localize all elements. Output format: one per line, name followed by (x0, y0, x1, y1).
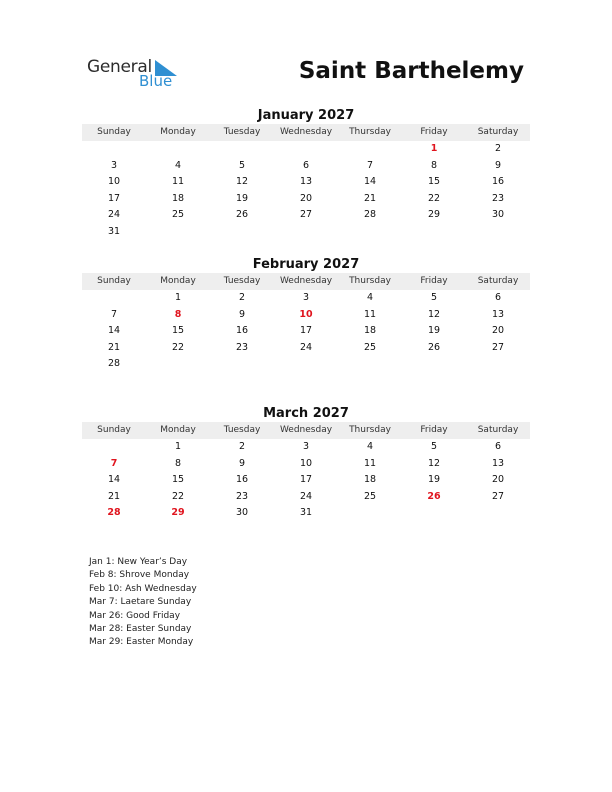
day-cell: 14 (363, 176, 377, 188)
weekday-label: Friday (420, 127, 448, 137)
weekday-label: Tuesday (223, 276, 261, 286)
day-cell: 7 (366, 159, 374, 171)
week-row (82, 323, 530, 340)
empty-day-cell (338, 356, 402, 373)
empty-day-cell (338, 224, 402, 241)
weekday-label: Monday (160, 276, 196, 286)
weekday-label: Tuesday (223, 127, 261, 137)
weekday-label: Wednesday (279, 127, 333, 137)
day-cell: 6 (302, 159, 310, 171)
weekday-label: Saturday (477, 425, 519, 435)
day-cell: 27 (299, 209, 313, 221)
day-cell: 10 (107, 176, 121, 188)
empty-day-cell (210, 356, 274, 373)
day-cell: 26 (235, 209, 249, 221)
week-row (82, 141, 530, 158)
day-cell: 19 (427, 474, 441, 486)
day-cell: 14 (107, 474, 121, 486)
day-cell: 6 (494, 441, 502, 452)
day-cell: 19 (427, 325, 441, 337)
week-row (82, 340, 530, 357)
empty-day-cell (146, 141, 210, 158)
day-cell: 18 (363, 474, 377, 486)
weekday-label: Sunday (97, 276, 131, 286)
week-row (82, 224, 530, 241)
day-cell: 20 (491, 474, 505, 486)
day-cell: 22 (171, 341, 185, 353)
week-row (82, 356, 530, 373)
day-cell: 23 (235, 490, 249, 502)
weekday-label: Wednesday (279, 276, 333, 286)
holiday-item: Feb 8: Shrove Monday (89, 570, 190, 581)
day-cell: 7 (110, 308, 118, 320)
week-row (82, 456, 530, 473)
day-cell: 15 (171, 325, 185, 337)
day-cell: 15 (427, 176, 441, 188)
holiday-item: Feb 10: Ash Wednesday (89, 583, 197, 594)
week-row (82, 207, 530, 224)
day-cell: 22 (427, 192, 441, 204)
day-cell: 11 (363, 457, 377, 469)
weekday-header (82, 422, 530, 439)
day-cell: 24 (107, 209, 121, 221)
empty-day-cell (82, 290, 146, 307)
day-cell: 23 (491, 192, 505, 204)
day-cell: 2 (494, 143, 502, 154)
day-cell: 1 (174, 292, 182, 303)
holiday-item: Mar 26: Good Friday (89, 610, 181, 621)
empty-day-cell (274, 224, 338, 241)
week-row (82, 307, 530, 324)
day-cell: 25 (363, 490, 377, 502)
day-cell: 10 (299, 308, 313, 320)
month-january (82, 107, 530, 241)
day-cell: 29 (427, 209, 441, 221)
day-cell: 16 (491, 176, 505, 188)
day-cell: 5 (430, 441, 438, 452)
week-row (82, 158, 530, 175)
weekday-label: Thursday (349, 276, 391, 286)
day-cell: 18 (171, 192, 185, 204)
day-cell: 3 (302, 441, 310, 452)
weekday-label: Friday (420, 425, 448, 435)
day-cell: 5 (238, 159, 246, 171)
day-cell: 20 (299, 192, 313, 204)
day-cell: 18 (363, 325, 377, 337)
day-cell: 16 (235, 474, 249, 486)
day-cell: 12 (235, 176, 249, 188)
day-cell: 3 (110, 159, 118, 171)
day-cell: 7 (110, 457, 118, 469)
day-cell: 6 (494, 292, 502, 303)
weekday-label: Tuesday (223, 425, 261, 435)
day-cell: 14 (107, 325, 121, 337)
day-cell: 28 (107, 358, 121, 370)
day-cell: 10 (299, 457, 313, 469)
empty-day-cell (466, 356, 530, 373)
day-cell: 22 (171, 490, 185, 502)
country-title: Saint Barthelemy (298, 58, 524, 84)
empty-day-cell (274, 141, 338, 158)
empty-day-cell (466, 505, 530, 522)
weekday-header (82, 273, 530, 290)
week-row (82, 489, 530, 506)
empty-day-cell (146, 224, 210, 241)
day-cell: 25 (171, 209, 185, 221)
logo-blue-text: Blue (139, 72, 173, 90)
day-cell: 9 (238, 308, 246, 320)
day-cell: 26 (427, 490, 441, 502)
day-cell: 17 (299, 325, 313, 337)
day-cell: 9 (238, 457, 246, 469)
weekday-label: Saturday (477, 276, 519, 286)
day-cell: 17 (107, 192, 121, 204)
holiday-list (89, 556, 197, 650)
day-cell: 3 (302, 292, 310, 303)
day-cell: 11 (171, 176, 185, 188)
day-cell: 29 (171, 507, 185, 519)
week-row (82, 191, 530, 208)
empty-day-cell (82, 141, 146, 158)
week-row (82, 439, 530, 456)
holiday-item: Mar 28: Easter Sunday (89, 624, 192, 635)
day-cell: 16 (235, 325, 249, 337)
day-cell: 5 (430, 292, 438, 303)
day-cell: 2 (238, 441, 246, 452)
month-title: January 2027 (257, 108, 355, 123)
day-cell: 13 (491, 308, 505, 320)
empty-day-cell (146, 356, 210, 373)
week-row (82, 290, 530, 307)
day-cell: 21 (107, 341, 121, 353)
day-cell: 21 (363, 192, 377, 204)
day-cell: 20 (491, 325, 505, 337)
day-cell: 26 (427, 341, 441, 353)
weekday-header (82, 124, 530, 141)
day-cell: 25 (363, 341, 377, 353)
day-cell: 24 (299, 341, 313, 353)
day-cell: 4 (366, 441, 374, 452)
weekday-label: Sunday (97, 425, 131, 435)
empty-day-cell (274, 356, 338, 373)
day-cell: 1 (174, 441, 182, 452)
day-cell: 1 (430, 143, 438, 154)
empty-day-cell (210, 141, 274, 158)
week-row (82, 174, 530, 191)
month-february (82, 256, 530, 373)
weekday-label: Monday (160, 127, 196, 137)
week-row (82, 505, 530, 522)
empty-day-cell (338, 141, 402, 158)
empty-day-cell (466, 224, 530, 241)
day-cell: 19 (235, 192, 249, 204)
day-cell: 23 (235, 341, 249, 353)
day-cell: 13 (491, 457, 505, 469)
day-cell: 21 (107, 490, 121, 502)
empty-day-cell (338, 505, 402, 522)
month-title: March 2027 (263, 406, 349, 421)
weekday-label: Monday (160, 425, 196, 435)
day-cell: 30 (235, 507, 249, 519)
empty-day-cell (210, 224, 274, 241)
day-cell: 15 (171, 474, 185, 486)
day-cell: 27 (491, 490, 505, 502)
generalblue-logo (87, 57, 187, 91)
day-cell: 12 (427, 308, 441, 320)
weekday-label: Wednesday (279, 425, 333, 435)
day-cell: 12 (427, 457, 441, 469)
day-cell: 8 (430, 159, 438, 171)
weekday-label: Thursday (349, 127, 391, 137)
empty-day-cell (82, 439, 146, 456)
weekday-label: Saturday (477, 127, 519, 137)
empty-day-cell (402, 505, 466, 522)
empty-day-cell (402, 224, 466, 241)
month-march (82, 405, 530, 522)
logo-general-text: General (87, 57, 152, 77)
holiday-item: Mar 29: Easter Monday (89, 637, 194, 648)
weekday-label: Sunday (97, 127, 131, 137)
weekday-label: Friday (420, 276, 448, 286)
day-cell: 28 (107, 507, 121, 519)
day-cell: 17 (299, 474, 313, 486)
day-cell: 8 (174, 457, 182, 469)
weekday-label: Thursday (349, 425, 391, 435)
week-row (82, 472, 530, 489)
day-cell: 2 (238, 292, 246, 303)
day-cell: 31 (299, 507, 313, 519)
day-cell: 27 (491, 341, 505, 353)
day-cell: 13 (299, 176, 313, 188)
month-title: February 2027 (252, 257, 360, 272)
holiday-item: Mar 7: Laetare Sunday (89, 597, 192, 608)
day-cell: 4 (366, 292, 374, 303)
day-cell: 30 (491, 209, 505, 221)
day-cell: 24 (299, 490, 313, 502)
day-cell: 9 (494, 159, 502, 171)
day-cell: 28 (363, 209, 377, 221)
holiday-item: Jan 1: New Year’s Day (89, 557, 188, 567)
day-cell: 8 (174, 308, 182, 320)
day-cell: 11 (363, 308, 377, 320)
day-cell: 4 (174, 159, 182, 171)
day-cell: 31 (107, 225, 121, 237)
empty-day-cell (402, 356, 466, 373)
